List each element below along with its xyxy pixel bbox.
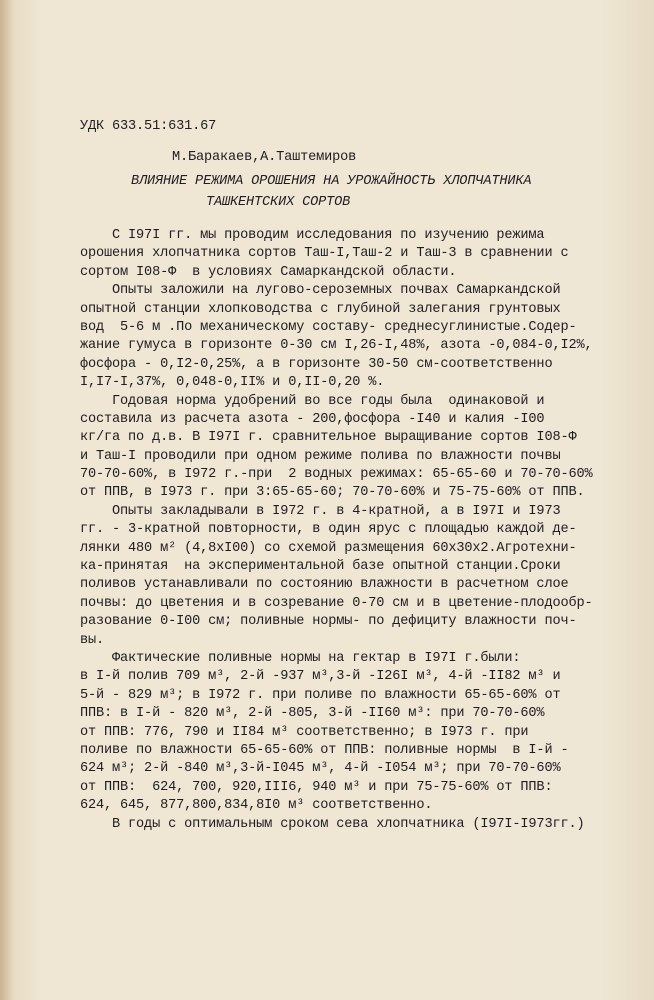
body-line: жание гумуса в горизонте 0-30 см I,26-I,48%, азота -0,084-0,I2%, xyxy=(80,338,593,354)
body-line: Фактические поливные нормы на гектар в I97I г.были: xyxy=(80,650,521,666)
body-line: поливе по влажности 65-65-60% от ППВ: поливные нормы в I-й - xyxy=(80,742,569,758)
body-line: Годовая норма удобрений во все годы была одинаковой и xyxy=(80,393,545,409)
body-line: Опыты заложили на лугово-сероземных почвах Самаркандской xyxy=(80,283,561,299)
body-line: I,I7-I,37%, 0,048-0,II% и 0,II-0,20 %. xyxy=(80,375,385,391)
body-line: разование 0-I00 см; поливные нормы- по дефициту влажности поч- xyxy=(80,614,577,630)
body-line: поливов устанавливали по состоянию влажности в расчетном слое xyxy=(80,577,569,593)
body-line: 624, 645, 877,800,834,8I0 м³ соответственно. xyxy=(80,798,433,814)
body-line: почвы: до цветения и в созревание 0-70 см и в цветение-плодообр- xyxy=(80,595,593,611)
body-line: лянки 480 м² (4,8хI00) со схемой размещения 60х30х2.Агротехни- xyxy=(80,540,577,556)
body-line: гг. - 3-кратной повторности, в один ярус с площадью каждой де- xyxy=(80,522,577,538)
body-line: 624 м³; 2-й -840 м³,3-й-I045 м³, 4-й -I054 м³; при 70-70-60% xyxy=(80,761,561,777)
body-line: ППВ: в I-й - 820 м³, 2-й -805, 3-й -II60 м³: при 70-70-60% xyxy=(80,706,545,722)
udc-code: УДК 633.51:631.67 xyxy=(80,119,217,134)
body-line: составила из расчета азота - 200,фосфора -I40 и калия -I00 xyxy=(80,411,545,427)
body-line: ка-принятая на экспериментальной базе опытной станции.Сроки xyxy=(80,559,561,575)
article-title-line-1: ВЛИЯНИЕ РЕЖИМА ОРОШЕНИЯ НА УРОЖАЙНОСТЬ ХЛОПЧАТНИКА xyxy=(131,174,532,189)
body-line: фосфора - 0,I2-0,25%, а в горизонте 30-50 см-соответственно xyxy=(80,356,553,372)
body-line: в I-й полив 709 м³, 2-й -937 м³,3-й -I26I м³, 4-й -II82 м³ и xyxy=(80,669,561,685)
body-line: от ППВ: 624, 700, 920,III6, 940 м³ и при 75-75-60% от ППВ: xyxy=(80,779,553,795)
body-line: вы. xyxy=(80,632,105,648)
body-line: от ППВ: 776, 790 и II84 м³ соответственно; в I973 г. при xyxy=(80,724,529,740)
body-line: С I97I гг. мы проводим исследования по изучению режима xyxy=(80,228,545,243)
body-line: орошения хлопчатника сортов Таш-I,Таш-2 и Таш-3 в сравнении с xyxy=(80,246,569,262)
body-line: вод 5-6 м .По механическому составу- среднесуглинистые.Содер- xyxy=(80,319,577,335)
authors: М.Баракаев,А.Таштемиров xyxy=(172,150,357,165)
body-line: сортом I08-Ф в условиях Самаркандской области. xyxy=(80,264,457,280)
body-line: 5-й - 829 м³; в I972 г. при поливе по влажности 65-65-60% от xyxy=(80,687,561,703)
body-line: 70-70-60%, в I972 г.-при 2 водных режимах: 65-65-60 и 70-70-60% xyxy=(80,467,593,483)
article-body xyxy=(80,227,620,834)
body-line: кг/га по д.в. В I97I г. сравнительное выращивание сортов I08-Ф xyxy=(80,430,577,446)
body-line: В годы с оптимальным сроком сева хлопчатника (I97I-I973гг.) xyxy=(80,816,585,832)
body-line: от ППВ, в I973 г. при 3:65-65-60; 70-70-60% и 75-75-60% от ППВ. xyxy=(80,485,585,501)
body-line: и Таш-I проводили при одном режиме полива по влажности почвы xyxy=(80,448,561,464)
body-line: Опыты закладывали в I972 г. в 4-кратной, а в I97I и I973 xyxy=(80,503,561,519)
body-line: опытной станции хлопководства с глубиной залегания грунтовых xyxy=(80,301,561,317)
article-title-line-2: ТАШКЕНТСКИХ СОРТОВ xyxy=(206,195,351,210)
